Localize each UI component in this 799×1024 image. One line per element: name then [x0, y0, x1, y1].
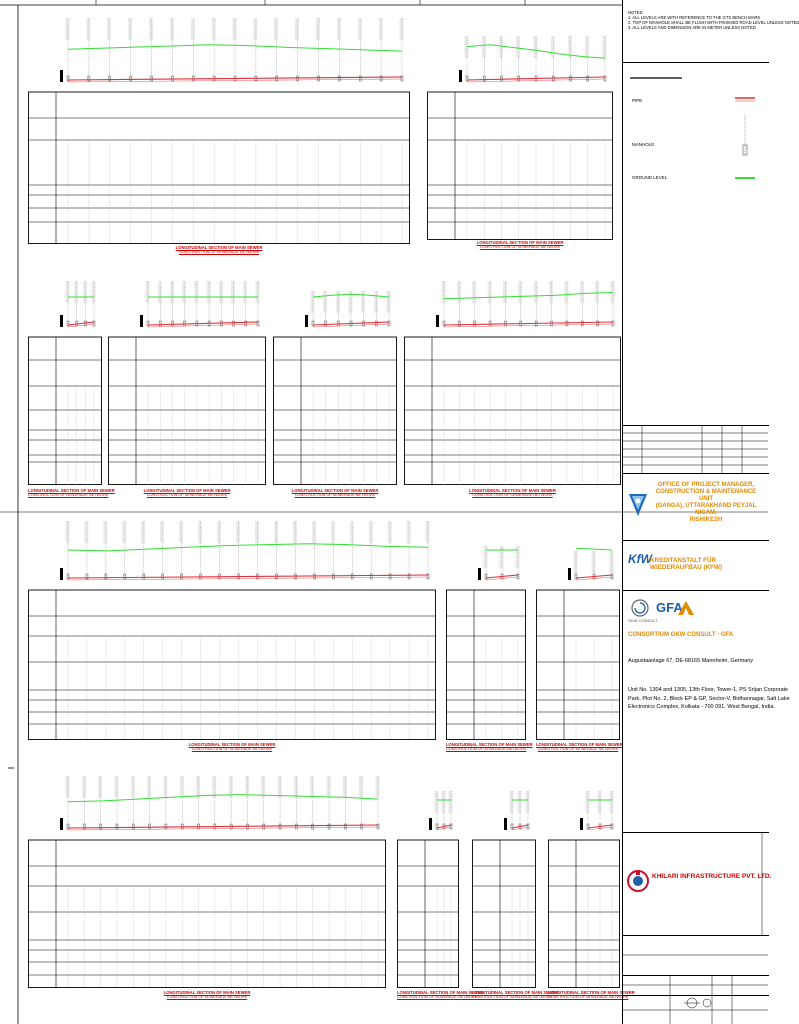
- section-drawing: [404, 275, 621, 485]
- manhole-base: [124, 574, 126, 579]
- section-caption: [536, 742, 623, 752]
- notes-heading: NOTES:: [628, 10, 644, 15]
- longitudinal-section-panel: [28, 12, 410, 266]
- client-name: OFFICE OF PROJECT MANAGER, CONSTRUCTION & MAINTENANCE UNIT (GANGA), UTTARAKHAND PEYJAL NIGAM, RISHIKESH: [655, 482, 757, 523]
- manhole-base: [351, 574, 353, 579]
- gkw-logo-text: GKW CONSULT: [628, 618, 658, 623]
- manhole-base: [332, 574, 334, 579]
- section-caption-title: LONGITUDINAL SECTION OF MAIN SEWER: [446, 742, 533, 747]
- section-caption-subtitle: CONSTRUCTION OF SEWERAGE NETWORK: [191, 747, 273, 751]
- section-caption-subtitle: CONSTRUCTION OF SEWERAGE NETWORK: [146, 493, 228, 497]
- contractor-name: KHILARI INFRASTRUCTURE PVT. LTD.: [652, 873, 772, 880]
- section-caption-title: LONGITUDINAL SECTION OF MAIN SEWER: [28, 488, 115, 493]
- section-drawing: [108, 275, 266, 485]
- start-marker: [580, 818, 583, 830]
- section-caption-subtitle: CONSTRUCTION OF SEWERAGE NETWORK: [397, 995, 478, 999]
- section-caption: [472, 990, 559, 1000]
- longitudinal-section-panel: [472, 785, 559, 1011]
- consultant-name: CONSORTIUM GKW CONSULT - GFA: [628, 632, 734, 638]
- general-notes: [628, 10, 799, 30]
- section-caption-title: LONGITUDINAL SECTION OF MAIN SEWER: [397, 990, 484, 995]
- longitudinal-section-panel: [28, 770, 386, 1011]
- section-data-table: [29, 840, 386, 988]
- note-1: 1. ALL LEVELS ARE WITH REFERENCE TO THE GTS BENCH MARK: [628, 15, 761, 20]
- section-caption-subtitle: CONSTRUCTION OF SEWERAGE NETWORK: [28, 493, 109, 497]
- start-marker: [436, 315, 439, 327]
- section-drawing: [397, 785, 459, 988]
- section-caption-subtitle: CONSTRUCTION OF SEWERAGE NETWORK: [537, 747, 619, 751]
- start-marker: [60, 568, 63, 580]
- section-data-table: [274, 337, 397, 485]
- ground-level-line: [68, 544, 428, 551]
- section-caption-title: LONGITUDINAL SECTION OF MAIN SEWER: [469, 488, 556, 493]
- section-drawing: [28, 770, 386, 988]
- section-caption: [548, 990, 635, 1000]
- section-drawing: [536, 545, 620, 740]
- legend-pipe-label: PIPE: [632, 98, 643, 103]
- client-logo-icon: [627, 490, 649, 520]
- section-data-table: [29, 590, 436, 740]
- section-caption-subtitle: CONSTRUCTION OF SEWERAGE NETWORK: [472, 493, 553, 497]
- ground-level-line: [444, 293, 613, 299]
- section-caption: [28, 488, 115, 498]
- section-caption: [397, 990, 484, 1000]
- section-caption-title: LONGITUDINAL SECTION OF MAIN SEWER: [476, 240, 564, 245]
- longitudinal-section-panel: [28, 515, 436, 762]
- note-2: 2. TOP OF MANHOLE SHALL BE FLUSH WITH FINISHED ROAD LEVEL UNLESS NOTED: [628, 20, 799, 25]
- note-3: 3. ALL LEVELS AND DIMENSION ARE IN METER UNLESS NOTED: [628, 25, 756, 30]
- section-caption: [446, 742, 533, 752]
- gfa-logo: GFA: [656, 600, 683, 615]
- longitudinal-section-panel: [28, 275, 115, 508]
- section-caption-title: LONGITUDINAL SECTION OF MAIN SEWER: [472, 990, 559, 995]
- section-caption-subtitle: CONSTRUCTION OF SEWERAGE NETWORK: [472, 995, 553, 999]
- section-caption-title: LONGITUDINAL SECTION OF MAIN SEWER: [143, 488, 231, 493]
- funder-name: KREDITANSTALT FÜR WIEDERAUFBAU (KFW): [650, 557, 723, 571]
- section-drawing: [548, 785, 620, 988]
- start-marker: [568, 568, 571, 580]
- section-data-table: [537, 590, 620, 740]
- section-caption-title: LONGITUDINAL SECTION OF MAIN SEWER: [536, 742, 623, 747]
- consultant-address-india: Unit No. 1304 and 1305, 13th Floor, Tower-1, PS Srijan Corporate Park, Plot No. 2, Block EP & GP, Sector-V, Bidhannagar, Salt Lake Electronics Complex, Kolkata - 700 091, West Bengal, India.: [628, 687, 790, 710]
- contractor-logo-icon: [626, 867, 650, 895]
- legend-manhole-label: MANHOLE: [632, 142, 655, 147]
- section-drawing: [273, 285, 397, 485]
- start-marker: [478, 568, 481, 580]
- section-caption-subtitle: CONSTRUCTION OF SEWERAGE NETWORK: [479, 245, 561, 249]
- ground-level-line: [576, 548, 612, 550]
- section-caption: [427, 240, 613, 250]
- section-caption: [108, 488, 266, 498]
- section-drawing: [28, 275, 102, 485]
- section-drawing: [28, 515, 436, 740]
- longitudinal-section-panel: [397, 785, 484, 1011]
- longitudinal-section-panel: [446, 540, 533, 762]
- manhole-base: [143, 574, 145, 579]
- start-marker: [60, 818, 63, 830]
- start-marker: [504, 818, 507, 830]
- longitudinal-section-panel: [427, 30, 613, 263]
- manhole-base: [162, 574, 164, 579]
- section-caption: [28, 245, 410, 255]
- kfw-logo: KfW: [628, 552, 652, 566]
- legend-symbols: [725, 90, 765, 200]
- start-marker: [60, 70, 63, 82]
- section-data-table: [29, 337, 102, 485]
- section-caption-subtitle: CONSTRUCTION OF SEWERAGE NETWORK: [178, 250, 260, 254]
- section-data-table: [398, 840, 459, 988]
- longitudinal-section-panel: [536, 545, 623, 762]
- legend-ground-label: GROUND LEVEL: [632, 175, 668, 180]
- section-caption: [28, 990, 386, 1000]
- section-caption: [273, 488, 397, 498]
- start-marker: [60, 315, 63, 327]
- manhole-base: [389, 574, 391, 579]
- longitudinal-section-panel: [273, 285, 397, 508]
- section-caption-subtitle: CONSTRUCTION OF SEWERAGE NETWORK: [446, 747, 527, 751]
- section-caption-title: LONGITUDINAL SECTION OF MAIN SEWER: [548, 990, 635, 995]
- start-marker: [305, 315, 308, 327]
- section-data-table: [473, 840, 536, 988]
- section-caption-title: LONGITUDINAL SECTION OF MAIN SEWER: [175, 245, 263, 250]
- section-caption: [28, 742, 436, 752]
- gfa-logo-icon: [678, 601, 694, 615]
- section-caption-title: LONGITUDINAL SECTION OF MAIN SEWER: [188, 742, 276, 747]
- consultant-address-germany: Augustaanlage 67, DE-68165 Mannheim, Germany: [628, 658, 754, 664]
- manhole-base: [105, 574, 107, 579]
- longitudinal-section-panel: [548, 785, 635, 1011]
- start-marker: [459, 70, 462, 82]
- section-caption-subtitle: CONSTRUCTION OF SEWERAGE NETWORK: [294, 493, 376, 497]
- section-caption-subtitle: CONSTRUCTION OF SEWERAGE NETWORK: [548, 995, 629, 999]
- longitudinal-section-panel: [404, 275, 621, 508]
- section-caption-title: LONGITUDINAL SECTION OF MAIN SEWER: [163, 990, 251, 995]
- start-marker: [140, 315, 143, 327]
- section-data-table: [29, 92, 410, 244]
- manhole-base: [370, 574, 372, 579]
- section-drawing: [427, 30, 613, 240]
- section-caption: [404, 488, 621, 498]
- section-caption-title: LONGITUDINAL SECTION OF MAIN SEWER: [291, 488, 379, 493]
- section-data-table: [549, 840, 620, 988]
- longitudinal-section-panel: [108, 275, 266, 508]
- start-marker: [429, 818, 432, 830]
- section-data-table: [405, 337, 621, 485]
- section-data-table: [109, 337, 266, 485]
- section-drawing: [28, 12, 410, 244]
- legend-manhole-symbol: [743, 115, 747, 155]
- section-drawing: [446, 540, 526, 740]
- section-caption-subtitle: CONSTRUCTION OF SEWERAGE NETWORK: [166, 995, 248, 999]
- section-drawing: [472, 785, 536, 988]
- ground-level-line: [68, 795, 378, 802]
